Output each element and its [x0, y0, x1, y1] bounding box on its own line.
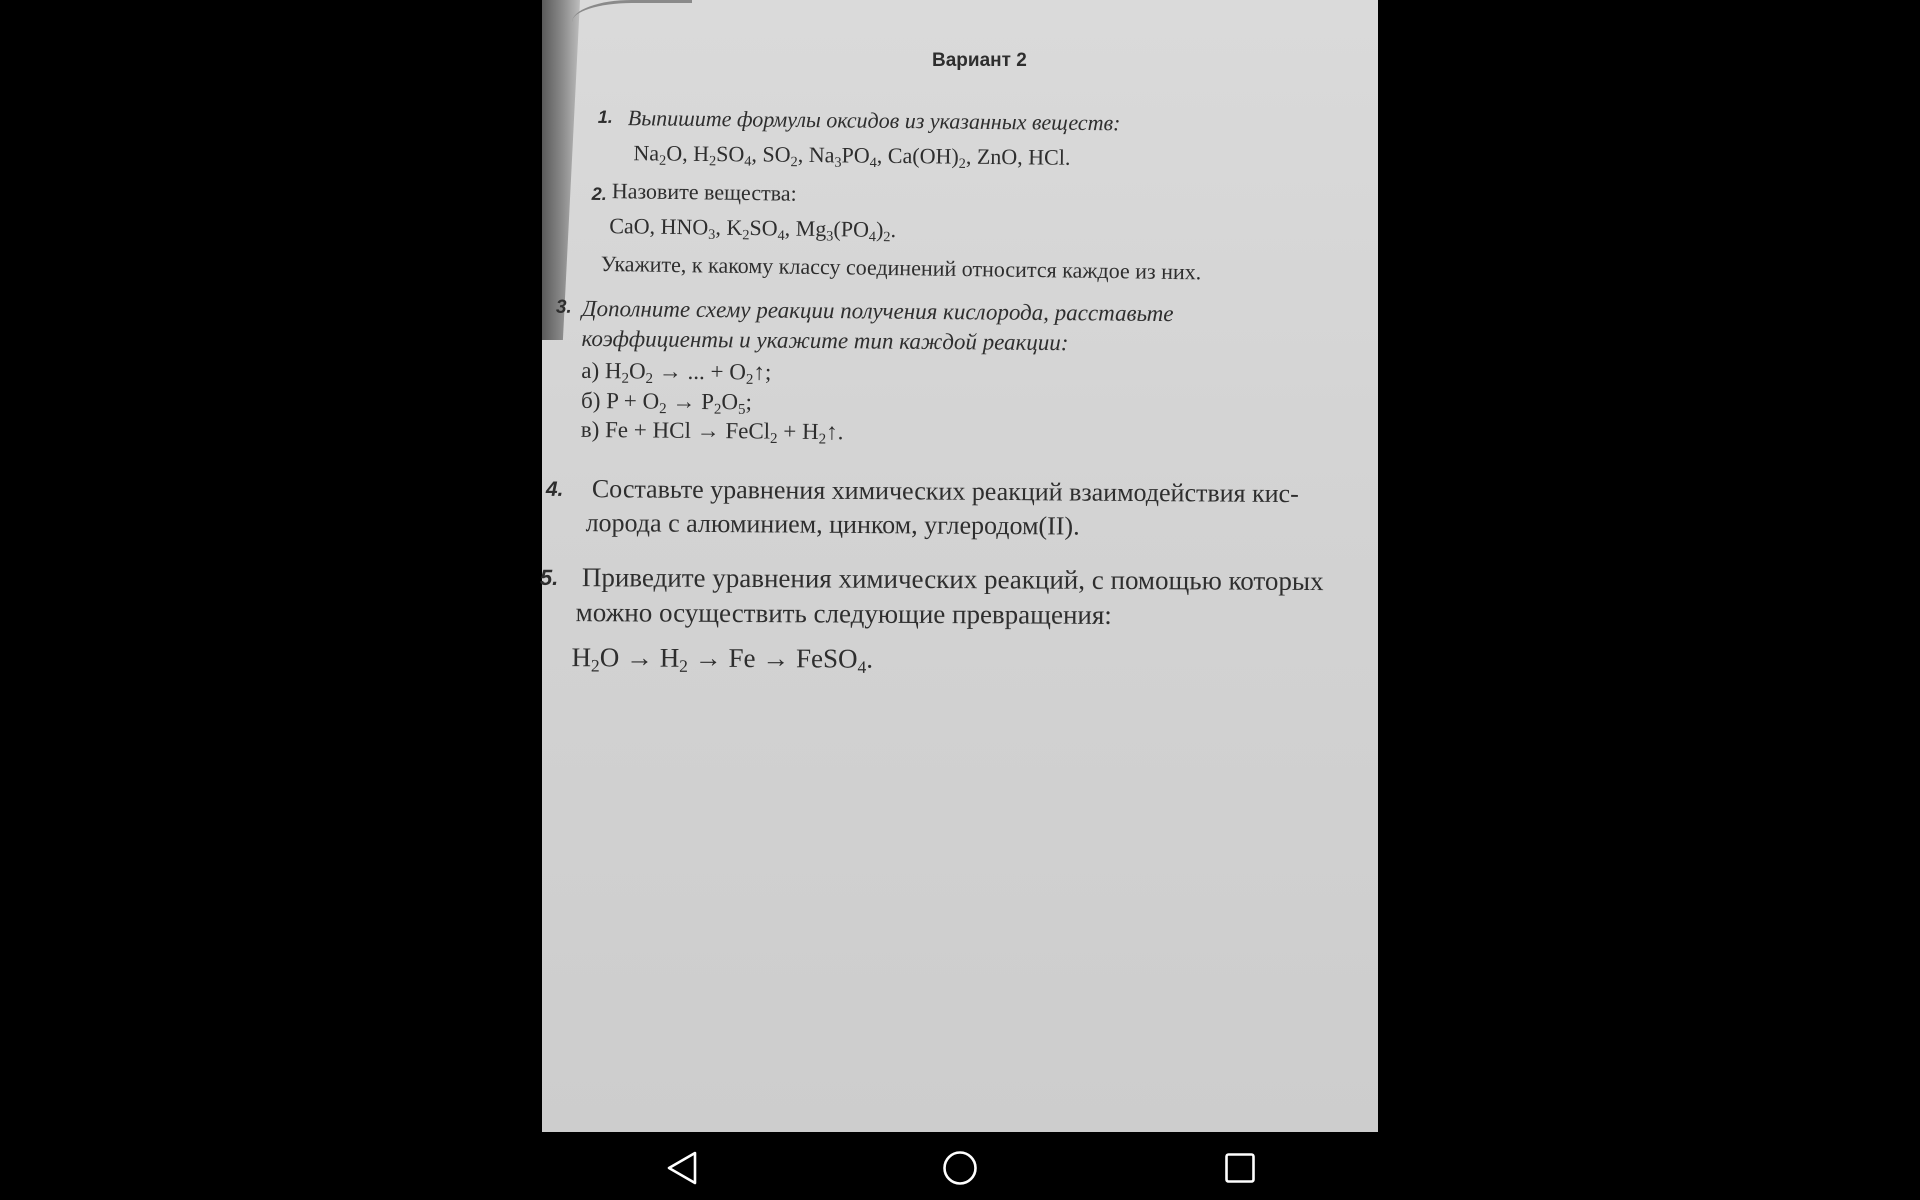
circle-home-icon: [941, 1149, 979, 1187]
page-curl: [572, 0, 692, 25]
page-title: Вариант 2: [932, 50, 1027, 71]
task-question-line-2: коэффициенты и укажите тип каждой реакции:: [581, 325, 1069, 356]
task-question-line-1: Составьте уравнения химических реакций взаимодействия кис-: [591, 474, 1299, 509]
task-1: [597, 104, 1121, 175]
task-formulas: CaO, $HNO_3$, $K_2SO_4$, $Mg_3(PO_4)_2$.: [609, 212, 897, 245]
task-number: 1.: [597, 106, 613, 127]
task-number: 2.: [591, 183, 607, 205]
home-button[interactable]: [938, 1146, 982, 1190]
reaction-item: б) $P + O_2 \to P_2O_5$;: [580, 387, 753, 418]
document-photo: [539, 0, 1378, 1132]
task-3: [555, 294, 1174, 452]
reaction-item: в) Fe + HCl → FeCl$_2$ + $H_2↑$.: [580, 417, 844, 448]
task-number: 4.: [545, 477, 564, 501]
task-formulas: $Na_2O$, $H_2SO_4$, $SO_2$, $Na_3PO_4$, $Ca(OH)_2$, ZnO, HCl.: [633, 139, 1071, 172]
task-question-line-2: лорода с алюминием, цинком, углеродом(II).: [585, 507, 1080, 541]
back-button[interactable]: [660, 1146, 704, 1190]
task-4: [545, 472, 1299, 545]
task-question-line-1: Приведите уравнения химических реакций, с помощью которых: [581, 562, 1324, 597]
task-question: Выпишите формулы оксидов из указанных веществ:: [627, 105, 1121, 136]
task-question-line-1: Дополните схему реакции получения кислорода, расставьте: [581, 295, 1174, 327]
task-5: [539, 560, 1324, 681]
task-number: 3.: [555, 296, 572, 318]
task-number: 5.: [539, 564, 559, 591]
task-question-line-2: можно осуществить следующие превращения:: [575, 597, 1112, 631]
transformation-chain: $H_2O \to H_2 \to Fe$ → FeSO$_4$.: [571, 642, 874, 678]
task-question: Назовите вещества:: [611, 178, 797, 206]
page-edge-shadow: [542, 0, 580, 340]
android-navigation-bar: [0, 1132, 1920, 1200]
recents-button[interactable]: [1218, 1146, 1262, 1190]
task-instruction: Укажите, к какому классу соединений относится каждое из них.: [600, 251, 1202, 285]
task-2: [591, 177, 1203, 287]
square-recents-icon: [1223, 1151, 1257, 1185]
triangle-back-icon: [665, 1150, 699, 1186]
reaction-list: [581, 358, 1173, 453]
reaction-item: а) $H_2O_2$ → ... + $O_2↑$;: [581, 357, 772, 388]
